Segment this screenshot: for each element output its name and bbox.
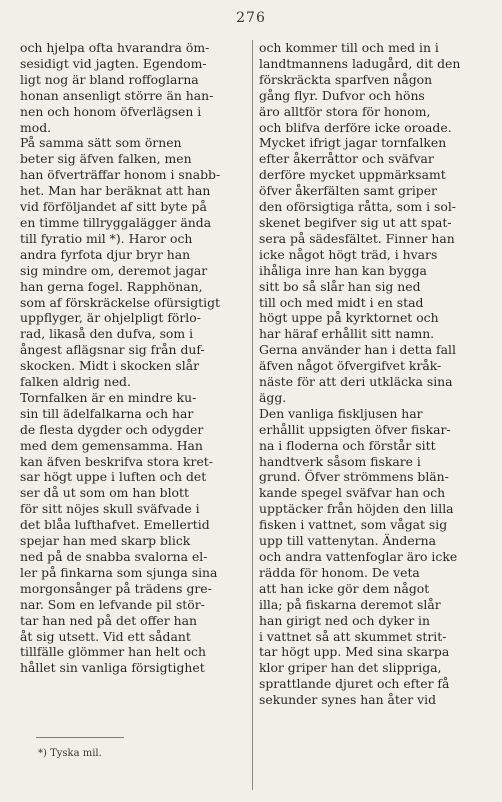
text-line: icke något högt träd, i hvars (259, 246, 438, 262)
text-line: gång flyr. Dufvor och höns (259, 87, 425, 103)
text-line: tar han ned på det offer han (20, 612, 197, 628)
text-line: sesidigt vid jagten. Egendom- (20, 55, 207, 71)
text-line: en timme tillryggalägger ända (20, 214, 212, 230)
text-line: mod. (20, 119, 52, 135)
left-text-column (20, 40, 250, 676)
text-line: sar högt uppe i luften och det (20, 469, 207, 485)
text-line: na i floderna och förstår sitt (259, 437, 436, 453)
text-line: det blåa lufthafvet. Emellertid (20, 517, 210, 533)
text-line: tillfälle glömmer han helt och (20, 644, 206, 660)
column-divider (252, 40, 253, 790)
text-line: falken aldrig ned. (20, 374, 131, 390)
text-line: ler på finkarna som sjunga sina (20, 564, 218, 580)
text-line: het. Man har beräknat att han (20, 183, 211, 199)
text-line: handtverk såsom fiskare i (259, 453, 421, 469)
text-line: han girigt ned och dyker in (259, 612, 430, 628)
text-line: andra fyrfota djur bryr han (20, 246, 191, 262)
text-line: öfver åkerfälten samt griper (259, 183, 437, 199)
text-line: ihåliga inre han kan bygga (259, 262, 427, 278)
text-line: upp till vattenytan. Änderna (259, 533, 436, 549)
text-line: rädda för honom. De veta (259, 564, 420, 580)
footnote: *) Tyska mil. (38, 748, 102, 759)
text-line: kan äfven beskrifva stora kret- (20, 453, 213, 469)
text-line: illa; på fiskarna deremot slår (259, 596, 441, 612)
text-line: och hjelpa ofta hvarandra öm- (20, 40, 210, 55)
text-line: för sitt nöjes skull sväfvade i (20, 501, 200, 517)
text-line: sitt bo så slår han sig ned (259, 278, 421, 294)
text-line: Mycket ifrigt jagar tornfalken (259, 135, 447, 151)
text-line: erhållit uppsigten öfver fiskar- (259, 421, 451, 437)
text-line: morgonsånger på trädens gre- (20, 580, 212, 596)
text-line: äfven något öfvergifvet kråk- (259, 358, 442, 374)
text-line: förskräckta sparfven någon (259, 71, 433, 87)
text-line: ägg. (259, 389, 287, 405)
text-line: efter åkerråttor och sväfvar (259, 151, 434, 167)
text-line: sekunder synes han åter vid (259, 692, 436, 708)
text-line: och kommer till och med in i (259, 40, 439, 55)
text-line: och andra vattenfoglar äro icke (259, 549, 458, 564)
text-line: rad, likaså den dufva, som i (20, 326, 194, 342)
text-line: att han icke gör dem något (259, 580, 430, 596)
text-line: sin till ädelfalkarna och har (20, 405, 194, 421)
text-line: i vattnet så att skummet strit- (259, 628, 447, 644)
text-line: fisken i vattnet, som vågat sig (259, 517, 448, 533)
text-line: tar högt upp. Med sina skarpa (259, 644, 450, 660)
text-line: derföre mycket uppmärksamt (259, 167, 446, 183)
text-line: skenet begifver sig ut att spat- (259, 214, 452, 230)
right-text-column (259, 40, 493, 708)
text-line: äro alltför stora för honom, (259, 103, 431, 119)
text-line: sera på sädesfältet. Finner han (259, 230, 455, 246)
text-line: och blifva derföre icke oroade. (259, 119, 452, 135)
text-line: han gerna fogel. Rapphönan, (20, 278, 203, 294)
text-line: klor griper han det slippriga, (259, 660, 442, 676)
text-line: nen och honom öfverlägsen i (20, 103, 202, 119)
text-line: upptäcker från höjden den lilla (259, 501, 454, 517)
text-line: spejar han med skarp blick (20, 533, 191, 549)
text-line: ångest aflägsnar sig från duf- (20, 342, 205, 358)
text-line: landtmannens ladugård, dit den (259, 55, 461, 71)
text-line: nar. Som en lefvande pil stör- (20, 596, 205, 612)
text-line: Tornfalken är en mindre ku- (20, 389, 197, 405)
text-line: näste för att deri utkläcka sina (259, 374, 453, 390)
text-line: kande spegel sväfvar han och (259, 485, 446, 501)
page-number: 276 (236, 10, 266, 26)
text-line: Den vanliga fiskljusen har (259, 405, 423, 421)
text-line: På samma sätt som örnen (20, 135, 182, 151)
footnote-rule (36, 737, 124, 738)
text-line: sig mindre om, deremot jagar (20, 262, 208, 278)
text-line: åt sig utsett. Vid ett sådant (20, 628, 191, 644)
text-line: till fyratio mil *). Haror och (20, 230, 193, 246)
text-line: grund. Öfver strömmens blän- (259, 469, 449, 485)
text-line: som af förskräckelse ofürsigtigt (20, 294, 220, 310)
text-line: uppflyger, är ohjelpligt förlo- (20, 310, 201, 326)
text-line: skocken. Midt i skocken slår (20, 358, 200, 374)
text-line: honan ansenligt större än han- (20, 87, 214, 103)
text-line: har häraf erhållit sitt namn. (259, 326, 435, 342)
text-line: hållet sin vanliga försigtighet (20, 660, 205, 676)
text-line: sprattlande djuret och efter få (259, 676, 450, 692)
text-line: högt uppe på kyrktornet och (259, 310, 439, 326)
text-line: med dem gemensamma. Han (20, 437, 203, 453)
text-line: den oförsigtiga råtta, som i sol- (259, 199, 456, 215)
text-line: ned på de snabba svalorna el- (20, 549, 208, 564)
text-line: de flesta dygder och odygder (20, 421, 204, 437)
text-line: ser då ut som om han blott (20, 485, 189, 501)
text-line: ligt nog är bland roffoglarna (20, 71, 199, 87)
text-line: beter sig äfven falken, men (20, 151, 192, 167)
text-line: till och med midt i en stad (259, 294, 424, 310)
text-line: han öfverträffar honom i snabb- (20, 167, 221, 183)
text-line: vid förföljandet af sitt byte på (20, 199, 207, 215)
text-line: Gerna använder han i detta fall (259, 342, 456, 358)
